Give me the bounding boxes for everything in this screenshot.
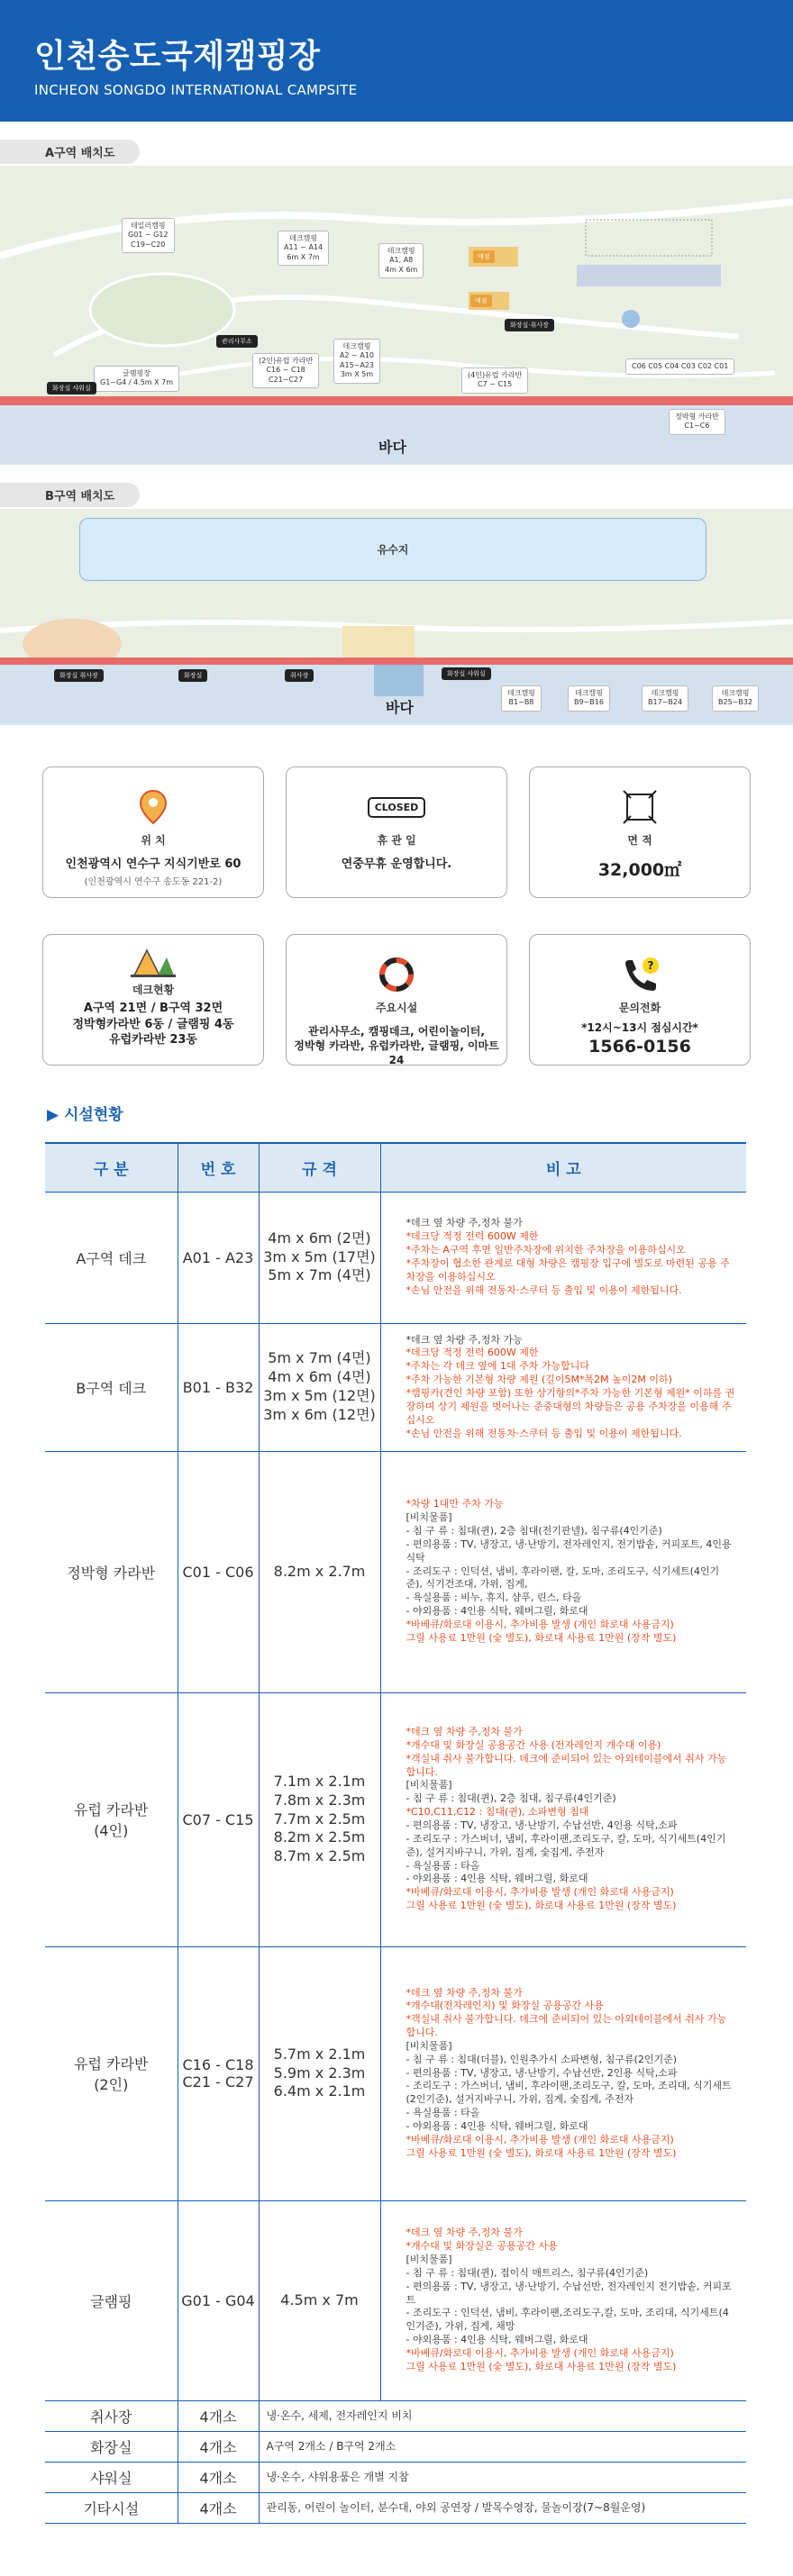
- col-number: 번 호: [178, 1143, 259, 1192]
- row-category: A구역 데크: [45, 1192, 178, 1323]
- note-line: *바베큐/화로대 이용시, 추가비용 발생 (개인 화로대 사용금지): [406, 1886, 674, 1899]
- row-category: 유럽 카라반 (4인): [45, 1692, 178, 1946]
- facility-table: [45, 1142, 746, 2524]
- tarp-callout: 테일러캠핑 G01 ~ G12 C19~C20: [122, 218, 175, 253]
- c-list-label: C06 C05 C04 C03 C02 C01: [625, 358, 734, 375]
- life-ring-icon: [287, 953, 506, 996]
- page-header: [0, 0, 793, 122]
- note-line: - 조리도구 : 인덕션, 냄비, 후라이팬, 칼, 도마, 조리도구, 식기세트(4인기준), 식기건조대, 가위, 집게,: [406, 1565, 720, 1591]
- card-closed: [286, 766, 507, 898]
- sea-label-a: 바다: [378, 439, 406, 456]
- row-notes: A구역 2개소 / B구역 2개소: [259, 2431, 746, 2462]
- note-line: *데크당 적정 전력 600W 제한: [406, 1230, 539, 1243]
- card-deck-value: A구역 21면 / B구역 32면 정박형카라반 6동 / 글램핑 4동 유럽카라반 23동: [72, 1002, 234, 1048]
- note-line: - 편의용품 : TV, 냉장고, 냉·난방기, 전자레인지, 전기밥솥, 커피포트, 4인용 식탁: [406, 1537, 732, 1564]
- card-contact-hours: *12시~13시 점심시간*: [581, 1021, 698, 1034]
- map-a: [0, 166, 793, 465]
- col-note: 비 고: [380, 1143, 746, 1192]
- card-facilities-value: 관리사무소, 캠핑데크, 어린이놀이터, 정박형 카라반, 유럽카라반, 글램핑, 이마트24: [294, 1025, 499, 1067]
- sea-label-b: 바다: [386, 699, 414, 716]
- reservoir: [79, 518, 706, 581]
- row-count: 4개소: [178, 2492, 259, 2523]
- office-tag: 관리사무소: [216, 335, 258, 348]
- card-location: [42, 766, 264, 898]
- table-row: [45, 2400, 746, 2431]
- note-line: - 조리도구 : 인덕션, 냄비, 후라이팬,조리도구,칼, 도마, 조리대, 식기세트(4인기준), 가위, 집게, 채망: [406, 2307, 729, 2333]
- note-line: *개수대 및 화장실은 공용공간 사용: [406, 2240, 558, 2253]
- phone-icon: [530, 953, 750, 996]
- note-line: - 욕실용품 : 비누, 휴지, 샴푸, 린스, 타올: [406, 1592, 582, 1604]
- note-line: *데크 옆 차량 주,정차 불가: [406, 1986, 523, 1999]
- reservoir-label: 유수지: [377, 543, 409, 557]
- card-location-sub: (인천광역시 연수구 송도동 221-2): [84, 876, 223, 887]
- note-line: - 편의용품 : TV, 냉장고, 냉·난방기, 수납선반, 전자레인지 전기밥솥, 커피포트: [406, 2280, 732, 2306]
- row-notes: [380, 1323, 746, 1451]
- row-number: C07 - C15: [178, 1692, 259, 1946]
- note-line: [비치물품]: [406, 1511, 452, 1524]
- deck-a3-callout: 데크캠핑 A2 ~ A10 A15~A23 3m X 5m: [333, 339, 380, 384]
- note-line: *주차는 A구역 후면 일반주차장에 위치한 주차장을 이용하십시오: [406, 1244, 686, 1256]
- page-subtitle: INCHEON SONGDO INTERNATIONAL CAMPSITE: [34, 82, 358, 98]
- note-line: *차량 1대만 주차 가능: [406, 1498, 504, 1510]
- note-line: *캠핑카(견인 차량 포함) 또한 상기항의*주차 가능한 기본형 제원* 이하를 권장하며 상기 제원을 벗어나는 준중대형의 차량들은 공용 주차장을 이용해 주십시오: [406, 1387, 735, 1426]
- note-line: - 편의용품 : TV, 냉장고, 냉·난방기, 수납선반, 4인용 식탁,소파: [406, 1819, 678, 1831]
- table-row: [45, 1192, 746, 1323]
- row-notes: [380, 1946, 746, 2200]
- note-line: [비치물품]: [406, 2039, 452, 2052]
- row-number: C16 - C18 C21 - C27: [178, 1946, 259, 2200]
- card-facilities-title: 주요시설: [375, 1002, 418, 1014]
- b-tag-3: 취사장: [285, 669, 314, 682]
- kitchen-tag: 화장실·취사장: [505, 319, 554, 331]
- row-notes: 관리동, 어린이 놀이터, 분수대, 야외 공연장 / 발목수영장, 물놀이장(7~8월운영): [259, 2492, 746, 2523]
- note-line: *손님 안전을 위해 전동차·스쿠터 등 출입 및 이용이 제한됩니다.: [406, 1427, 682, 1439]
- row-number: G01 - G04: [178, 2200, 259, 2400]
- page-title: 인천송도국제캠핑장: [34, 38, 321, 75]
- tent-icon: [43, 944, 263, 980]
- table-row: [45, 1451, 746, 1692]
- row-notes: 냉·온수, 세제, 전자레인지 비치: [259, 2400, 746, 2431]
- row-spec: 5m x 7m (4면) 4m x 6m (4면) 3m x 5m (12면) 3m x 6m (12면): [259, 1323, 380, 1451]
- deck-b-callout-3: 데크캠핑 B17~B24: [642, 685, 688, 712]
- note-line: - 침 구 류 : 침대(퀸), 2층 침대(전기판넬), 침구류(4인기준): [406, 1525, 662, 1537]
- note-line: - 욕실용품 : 타올: [406, 1859, 480, 1872]
- row-category: 화장실: [45, 2431, 178, 2462]
- note-line: - 편의용품 : TV, 냉장고, 냉·난방기, 수납선반, 2인용 식탁,소파: [406, 2066, 678, 2079]
- note-line: - 야외용품 : 4인용 식탁, 웨버그릴, 화로대: [406, 1605, 588, 1618]
- card-deck: [42, 934, 264, 1066]
- note-line: [비치물품]: [406, 1779, 452, 1791]
- row-category: 글램핑: [45, 2200, 178, 2400]
- note-line: - 야외용품 : 4인용 식탁, 웨버그릴, 화로대: [406, 2334, 588, 2346]
- card-area-title: 면 적: [627, 834, 652, 847]
- store-tag-2: 매점: [470, 295, 492, 307]
- note-line: - 조리도구 : 가스버너, 냄비, 후라이팬,조리도구, 칼, 도마, 식기세트(4인기준), 설거지바구니, 가위, 집게, 숯집게, 주전자: [406, 1832, 726, 1858]
- note-line: *주차장이 협소한 관계로 대형 차량은 캠핑장 입구에 별도로 마련된 공용 주차장을 이용하십시오: [406, 1257, 730, 1283]
- deck-b-callout-4: 데크캠핑 B25~B32: [712, 685, 759, 712]
- caravan-2-callout: (2인)유럽 카라반 C16 ~ C18 C21~C27: [252, 353, 319, 388]
- info-cards: [0, 766, 793, 1066]
- row-category: 유럽 카라반 (2인): [45, 1946, 178, 2200]
- note-line: - 침 구 류 : 침대(퀸), 2층 침대, 침구류(4인기준): [406, 1792, 616, 1805]
- row-spec: 4.5m x 7m: [259, 2200, 380, 2400]
- location-pin-icon: [43, 785, 263, 829]
- card-area-value: 32,000㎡: [597, 860, 682, 880]
- table-row: [45, 2462, 746, 2492]
- deck-b-callout-1: 데크캠핑 B1~B8: [501, 685, 542, 712]
- table-row: [45, 1946, 746, 2200]
- card-contact-phone: 1566-0156: [588, 1037, 691, 1057]
- table-row: [45, 2431, 746, 2462]
- card-closed-value: 연중무휴 운영합니다.: [341, 857, 452, 871]
- row-number: C01 - C06: [178, 1451, 259, 1692]
- glamping-callout: 글램핑장 G1~G4 / 4.5m X 7m: [94, 366, 179, 392]
- deck-a2-callout: 데크캠핑 A1, A8 4m X 6m: [378, 243, 424, 278]
- note-line: *C10,C11,C12 : 침대(퀸), 소파변형 침대: [406, 1806, 589, 1819]
- note-line: - 침 구 류 : 침대(더블), 인원추가시 소파변형, 침구류(2인기준): [406, 2053, 678, 2065]
- note-line: 그릴 사용료 1만원 (숯 별도), 화로대 사용료 1만원 (장작 별도): [406, 2360, 677, 2372]
- row-notes: [380, 1692, 746, 1946]
- row-spec: 5.7m x 2.1m 5.9m x 2.3m 6.4m x 2.1m: [259, 1946, 380, 2200]
- note-line: 그릴 사용료 1만원 (숯 별도), 화로대 사용료 1만원 (장작 별도): [406, 1631, 677, 1644]
- row-spec: 4m x 6m (2면) 3m x 5m (17면) 5m x 7m (4면): [259, 1192, 380, 1323]
- card-deck-title: 데크현황: [132, 984, 175, 996]
- row-category: B구역 데크: [45, 1323, 178, 1451]
- note-line: - 조리도구 : 가스버너, 냄비, 후라이팬,조리도구, 칼, 도마, 조리대, 식기세트(2인기준), 설거지바구니, 가위, 집게, 숯집게, 주전자: [406, 2080, 732, 2106]
- area-icon: [530, 785, 750, 829]
- map-b: [0, 509, 793, 725]
- map-b-tag: B구역 배치도: [0, 483, 140, 507]
- row-count: 4개소: [178, 2400, 259, 2431]
- map-a-tag: A구역 배치도: [0, 140, 140, 164]
- card-contact-title: 문의전화: [618, 1002, 661, 1014]
- row-number: B01 - B32: [178, 1323, 259, 1451]
- note-line: *바베큐/화로대 이용시, 추가비용 발생 (개인 화로대 사용금지): [406, 1618, 674, 1630]
- table-row: [45, 1323, 746, 1451]
- restroom-tag: 화장실 샤워실: [47, 382, 96, 395]
- row-count: 4개소: [178, 2431, 259, 2462]
- row-category: 취사장: [45, 2400, 178, 2431]
- row-notes: [380, 2200, 746, 2400]
- row-category: 기타시설: [45, 2492, 178, 2523]
- note-line: *데크 옆 차량 주,정차 불가: [406, 1217, 523, 1229]
- card-area: [529, 766, 751, 898]
- svg-text:?: ?: [647, 959, 654, 972]
- caravan-fixed-callout: 정박형 카라반 C1~C6: [669, 409, 725, 435]
- deck-b-callout-2: 데크캠핑 B9~B16: [568, 685, 610, 712]
- note-line: *개수대(전자레인지) 및 화장실 공용공간 사용: [406, 2000, 604, 2012]
- table-row: [45, 2200, 746, 2400]
- note-line: *바베큐/화로대 이용시, 추가비용 발생 (개인 화로대 사용금지): [406, 2133, 674, 2145]
- card-location-title: 위 치: [141, 834, 166, 847]
- note-line: *데크당 적정 전력 600W 제한: [406, 1347, 539, 1359]
- row-category: 샤워실: [45, 2462, 178, 2492]
- caravan-4-callout: (4인)유럽 카라반 C7 ~ C15: [461, 367, 528, 394]
- store-tag-1: 매점: [473, 250, 495, 263]
- row-notes: 냉·온수, 샤워용품은 개별 지참: [259, 2462, 746, 2492]
- row-category: 정박형 카라반: [45, 1451, 178, 1692]
- note-line: - 야외용품 : 4인용 식탁, 웨버그릴, 화로대: [406, 2119, 588, 2132]
- note-line: [비치물품]: [406, 2254, 452, 2266]
- note-line: *주차는 각 데크 옆에 1대 주차 가능합니다: [406, 1360, 589, 1373]
- closed-sign-icon: CLOSED: [287, 785, 506, 829]
- note-line: *주차 가능한 기본형 차량 제원 (길이5M*폭2M 높이2M 이하): [406, 1374, 672, 1386]
- card-facilities: [286, 934, 507, 1066]
- note-line: 그릴 사용료 1만원 (숯 별도), 화로대 사용료 1만원 (장작 별도): [406, 2146, 677, 2159]
- note-line: *바베큐/화로대 이용시, 추가비용 발생 (개인 화로대 사용금지): [406, 2346, 674, 2359]
- b-tag-2: 화장실: [178, 669, 207, 682]
- card-closed-title: 휴 관 일: [377, 834, 416, 847]
- table-row: [45, 1692, 746, 1946]
- card-contact: [529, 934, 751, 1066]
- deck-a-callout: 데크캠핑 A11 ~ A14 6m X 7m: [278, 231, 329, 266]
- note-line: - 욕실용품 : 타올: [406, 2107, 480, 2119]
- note-line: 그릴 사용료 1만원 (숯 별도), 화로대 사용료 1만원 (장작 별도): [406, 1900, 677, 1912]
- note-line: *데크 옆 차량 주,정차 가능: [406, 1333, 523, 1346]
- row-notes: [380, 1451, 746, 1692]
- note-line: *데크 옆 차량 주,정차 불가: [406, 2227, 523, 2239]
- note-line: *데크 옆 차량 주,정차 불가: [406, 1726, 523, 1738]
- row-spec: 8.2m x 2.7m: [259, 1451, 380, 1692]
- note-line: *객실내 취사 불가합니다. 데크에 준비되어 있는 아외테이블에서 취사 가능합니다.: [406, 2013, 727, 2039]
- card-location-value: 인천광역시 연수구 지식기반로 60: [65, 857, 242, 871]
- note-line: - 야외용품 : 4인용 식탁, 웨버그릴, 화로대: [406, 1873, 588, 1885]
- col-spec: 규 격: [259, 1143, 380, 1192]
- status-title: ▶ 시설현황: [47, 1106, 123, 1124]
- note-line: *손님 안전을 위해 전동차·스쿠터 등 출입 및 이용이 제한됩니다.: [406, 1283, 682, 1296]
- row-count: 4개소: [178, 2462, 259, 2492]
- b-tag-1: 화장실 취사장: [54, 669, 104, 682]
- row-number: A01 - A23: [178, 1192, 259, 1323]
- note-line: - 침 구 류 : 침대(퀸), 접이식 매트리스, 침구류(4인기준): [406, 2266, 649, 2279]
- note-line: *개수대 및 화장실 공용공간 사용 (전자레인지 개수대 이용): [406, 1738, 661, 1751]
- row-notes: [380, 1192, 746, 1323]
- table-row: [45, 2492, 746, 2523]
- note-line: *객실내 취사 불가합니다. 데크에 준비되어 있는 아외테이블에서 취사 가능합니다.: [406, 1752, 727, 1778]
- col-category: 구 분: [45, 1143, 178, 1192]
- row-spec: 7.1m x 2.1m 7.8m x 2.3m 7.7m x 2.5m 8.2m x 2.5m 8.7m x 2.5m: [259, 1692, 380, 1946]
- b-tag-4: 화장실 샤워실: [442, 667, 491, 680]
